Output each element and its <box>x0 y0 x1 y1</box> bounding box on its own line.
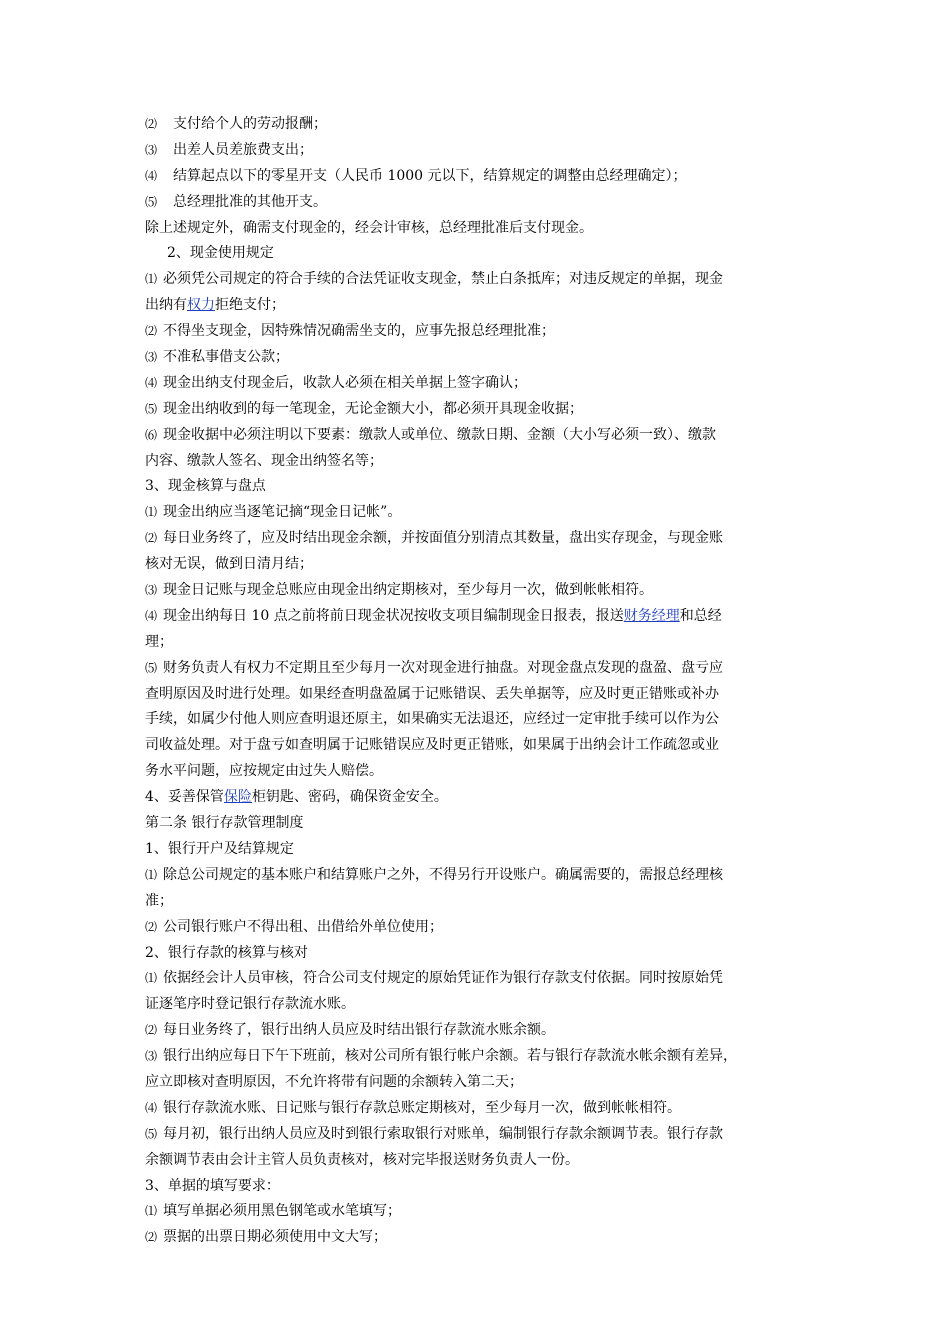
line-text: 出纳有 <box>145 297 187 314</box>
text-line <box>145 190 815 216</box>
line-text: 现金日记账与现金总账应由现金出纳定期核对，至少每月一次，做到帐帐相符。 <box>163 582 654 599</box>
text-line <box>145 941 815 967</box>
text-line <box>145 992 815 1018</box>
line-text: 必须凭公司规定的符合手续的合法凭证收支现金，禁止白条抵库；对违反规定的单据，现金 <box>163 271 724 288</box>
text-line <box>145 1199 815 1225</box>
item-number: ⑶ <box>145 350 158 365</box>
text-line <box>145 474 815 500</box>
line-text: 填写单据必须用黑色钢笔或水笔填写； <box>163 1203 402 1220</box>
line-text: 不准私事借支公款； <box>163 349 290 366</box>
item-number: ⑴ <box>145 867 158 882</box>
text-line <box>145 293 815 319</box>
item-number: ⑷ <box>145 375 158 390</box>
text-line <box>145 526 815 552</box>
hyperlink[interactable]: 财务经理 <box>623 607 680 624</box>
line-text: 现金出纳收到的每一笔现金，无论金额大小，都必须开具现金收据； <box>163 400 584 417</box>
line-text: 银行出纳应每日下午下班前，核对公司所有银行帐户余额。若与银行存款流水帐余额有差异， <box>163 1048 738 1065</box>
text-line <box>145 682 815 708</box>
line-text: 2、现金使用规定 <box>167 245 274 262</box>
item-number: ⑵ <box>145 324 158 339</box>
item-number: ⑵ <box>145 1023 158 1038</box>
text-line <box>145 1070 815 1096</box>
text-line <box>145 656 815 682</box>
text-line <box>145 604 815 630</box>
text-line <box>145 112 815 138</box>
line-text: 财务负责人有权力不定期且至少每月一次对现金进行抽盘。对现金盘点发现的盘盈、盘亏应 <box>163 659 724 676</box>
text-line <box>145 1148 815 1174</box>
text-line <box>145 889 815 915</box>
item-number: ⑷ <box>145 608 158 623</box>
line-text: 依据经会计人员审核，符合公司支付规定的原始凭证作为银行存款支付依据。同时按原始凭 <box>163 970 724 987</box>
text-line <box>145 837 815 863</box>
item-number: ⑸ <box>145 401 158 416</box>
item-number: ⑶ <box>145 1049 158 1064</box>
text-line <box>145 500 815 526</box>
text-line <box>145 216 815 242</box>
text-line <box>145 1044 815 1070</box>
item-number: ⑶ <box>145 142 158 157</box>
text-line <box>145 138 815 164</box>
line-text: 内容、缴款人签名、现金出纳签名等； <box>145 452 383 469</box>
line-text: 余额调节表由会计主管人员负责核对，核对完毕报送财务负责人一份。 <box>145 1151 579 1168</box>
text-line <box>145 371 815 397</box>
hyperlink[interactable]: 权力 <box>187 297 215 314</box>
line-text: 和总经 <box>679 607 722 624</box>
line-text: 现金出纳每日 10 点之前将前日现金状况按收支项目编制现金日报表，报送 <box>163 607 624 624</box>
item-number: ⑵ <box>145 531 158 546</box>
line-text: 理； <box>145 633 173 650</box>
line-text: 现金收据中必须注明以下要素：缴款人或单位、缴款日期、金额（大小写必须一致）、缴款 <box>163 426 717 443</box>
text-line <box>145 966 815 992</box>
line-text: 应立即核对查明原因，不允许将带有问题的余额转入第二天； <box>145 1073 523 1090</box>
text-line <box>145 785 815 811</box>
text-line <box>145 319 815 345</box>
line-text: 务水平问题，应按规定由过失人赔偿。 <box>145 763 383 780</box>
text-line <box>145 164 815 190</box>
line-text: 4、妥善保管 <box>145 789 224 806</box>
item-number: ⑸ <box>145 660 158 675</box>
text-line <box>145 241 815 267</box>
line-text: 不得坐支现金，因特殊情况确需坐支的，应事先报总经理批准； <box>163 323 556 340</box>
line-text: 总经理批准的其他开支。 <box>173 193 327 210</box>
line-text: 第二条 银行存款管理制度 <box>145 815 304 832</box>
line-text: 现金出纳支付现金后，收款人必须在相关单据上签字确认； <box>163 374 528 391</box>
line-text: 3、单据的填写要求： <box>145 1177 280 1194</box>
text-line <box>145 267 815 293</box>
line-text: 证逐笔序时登记银行存款流水账。 <box>145 996 355 1013</box>
text-line <box>145 345 815 371</box>
line-text: 手续，如属少付他人则应查明退还原主，如果确实无法退还，应经过一定审批手续可以作为公 <box>145 711 719 728</box>
line-text: 2、银行存款的核算与核对 <box>145 944 308 961</box>
text-line <box>145 1174 815 1200</box>
text-line <box>145 707 815 733</box>
text-line <box>145 1096 815 1122</box>
item-number: ⑵ <box>145 919 158 934</box>
line-text: 1、银行开户及结算规定 <box>145 840 294 857</box>
line-text: 准； <box>145 892 173 909</box>
line-text: 拒绝支付； <box>215 297 285 314</box>
line-text: 支付给个人的劳动报酬； <box>173 116 327 132</box>
item-number: ⑸ <box>145 1126 158 1141</box>
line-text: 每日业务终了，银行出纳人员应及时结出银行存款流水账余额。 <box>163 1022 556 1039</box>
text-line <box>145 811 815 837</box>
line-text: 每日业务终了，应及时结出现金余额，并按面值分别清点其数量，盘出实存现金，与现金账 <box>163 530 724 547</box>
line-text: 除总公司规定的基本账户和结算账户之外，不得另行开设账户。确属需要的，需报总经理核 <box>163 866 724 883</box>
item-number: ⑶ <box>145 583 158 598</box>
item-number: ⑷ <box>145 168 158 183</box>
text-line <box>145 449 815 475</box>
line-text: 公司银行账户不得出租、出借给外单位使用； <box>163 918 444 935</box>
document-body <box>145 112 815 1251</box>
line-text: 柜钥匙、密码，确保资金安全。 <box>251 789 448 806</box>
text-line <box>145 552 815 578</box>
line-text: 现金出纳应当逐笔记摘“现金日记帐”。 <box>163 504 402 521</box>
hyperlink[interactable]: 保险 <box>223 789 252 806</box>
item-number: ⑴ <box>145 505 158 520</box>
item-number: ⑴ <box>145 1204 158 1219</box>
text-line <box>145 630 815 656</box>
text-line <box>145 759 815 785</box>
line-text: 查明原因及时进行处理。如果经查明盘盈属于记账错误、丢失单据等，应及时更正错账或补办 <box>145 685 719 702</box>
item-number: ⑸ <box>145 194 158 209</box>
line-text: 结算起点以下的零星开支（人民币 1000 元以下，结算规定的调整由总经理确定）； <box>173 167 687 184</box>
line-text: 核对无误，做到日清月结； <box>145 556 313 573</box>
item-number: ⑷ <box>145 1100 158 1115</box>
text-line <box>145 1122 815 1148</box>
line-text: 每月初，银行出纳人员应及时到银行索取银行对账单，编制银行存款余额调节表。银行存款 <box>163 1125 724 1142</box>
text-line <box>145 733 815 759</box>
line-text: 出差人员差旅费支出； <box>173 141 313 158</box>
text-line <box>145 1225 815 1251</box>
item-number: ⑵ <box>145 1230 158 1245</box>
text-line <box>145 863 815 889</box>
item-number: ⑵ <box>145 117 158 131</box>
text-line <box>145 423 815 449</box>
line-text: 司收益处理。对于盘亏如查明属于记账错误应及时更正错账，如果属于出纳会计工作疏忽或业 <box>145 737 719 754</box>
line-text: 3、现金核算与盘点 <box>145 478 266 495</box>
text-line <box>145 915 815 941</box>
item-number: ⑹ <box>145 427 158 442</box>
item-number: ⑴ <box>145 971 158 986</box>
text-line <box>145 397 815 423</box>
line-text: 银行存款流水账、日记账与银行存款总账定期核对，至少每月一次，做到帐帐相符。 <box>163 1099 682 1116</box>
item-number: ⑴ <box>145 272 158 287</box>
line-text: 除上述规定外，确需支付现金的，经会计审核，总经理批准后支付现金。 <box>145 219 593 236</box>
line-text: 票据的出票日期必须使用中文大写； <box>163 1229 388 1246</box>
text-line <box>145 1018 815 1044</box>
text-line <box>145 578 815 604</box>
